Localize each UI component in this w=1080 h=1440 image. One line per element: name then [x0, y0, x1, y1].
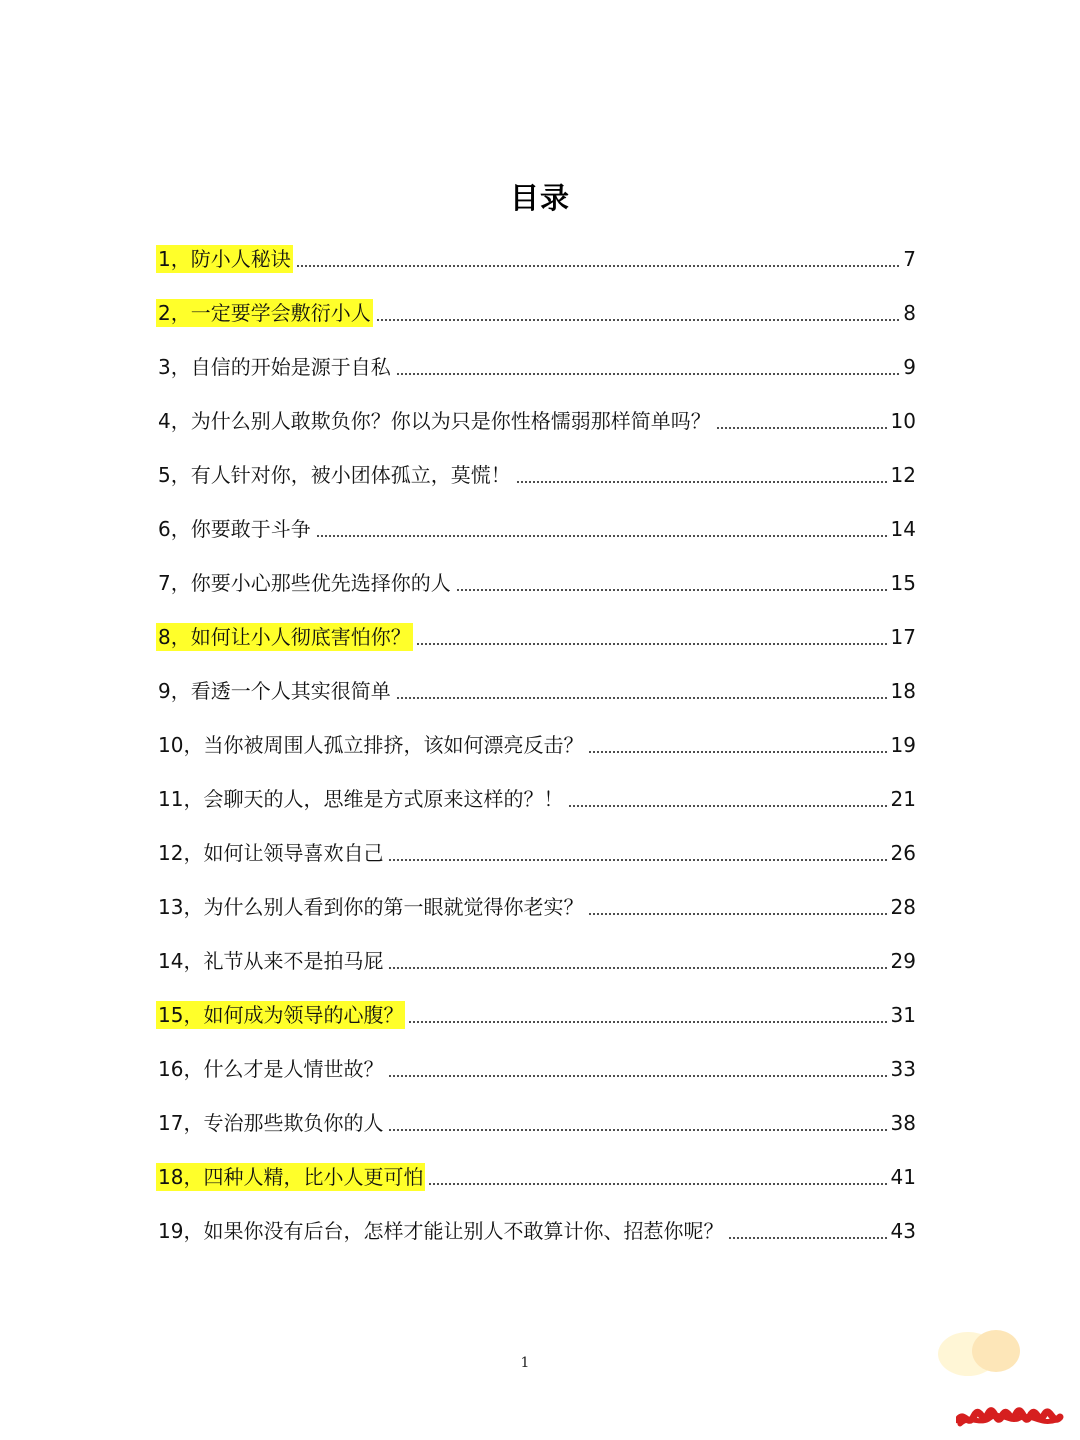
toc-entry-page: 15 — [890, 571, 916, 595]
toc-entry-page: 9 — [903, 355, 916, 379]
toc-entry-page: 17 — [890, 625, 916, 649]
toc-entry-page: 10 — [890, 409, 916, 433]
dot-leader — [416, 643, 888, 645]
toc-entry[interactable] — [156, 718, 916, 772]
toc-entry-title-highlighted: 1，防小人秘诀 — [158, 247, 291, 271]
dot-leader — [388, 1075, 887, 1077]
dot-leader — [588, 913, 887, 915]
toc-entry-title: 19，如果你没有后台，怎样才能让别人不敢算计你、招惹你呢？ — [158, 1219, 724, 1243]
page-title: 目录 — [509, 181, 570, 215]
toc-entry-page: 43 — [890, 1219, 916, 1243]
toc-entry-title: 16，什么才是人情世故？ — [158, 1057, 384, 1081]
dot-leader — [296, 265, 901, 267]
toc-entry-page: 41 — [890, 1165, 916, 1189]
toc-entry[interactable] — [156, 232, 916, 286]
dot-leader — [716, 427, 888, 429]
toc-entry-title: 6，你要敢于斗争 — [158, 517, 311, 541]
toc-entry[interactable] — [156, 1096, 916, 1150]
toc-entry-page: 8 — [903, 301, 916, 325]
toc-entry-page: 38 — [890, 1111, 916, 1135]
toc-entry-title: 5，有人针对你，被小团体孤立，莫慌！ — [158, 463, 511, 487]
toc-entry-title: 10，当你被周围人孤立排挤，该如何漂亮反击？ — [158, 733, 584, 757]
dot-leader — [396, 373, 901, 375]
dot-leader — [516, 481, 888, 483]
dot-leader — [456, 589, 888, 591]
toc-entry-title: 7，你要小心那些优先选择你的人 — [158, 571, 451, 595]
toc-entry[interactable] — [156, 394, 916, 448]
toc-entry-title: 3，自信的开始是源于自私 — [158, 355, 391, 379]
toc-entry-title: 14，礼节从来不是拍马屁 — [158, 949, 384, 973]
toc-entry-page: 19 — [890, 733, 916, 757]
toc-entry-title: 9，看透一个人其实很简单 — [158, 679, 391, 703]
toc-entry-title-highlighted: 15，如何成为领导的心腹？ — [158, 1003, 404, 1027]
toc-entry-title: 11，会聊天的人，思维是方式原来这样的？！ — [158, 787, 564, 811]
dot-leader — [388, 1129, 887, 1131]
dot-leader — [396, 697, 888, 699]
toc-entry-page: 31 — [890, 1003, 916, 1027]
toc-entry[interactable] — [156, 1204, 916, 1258]
toc-entry[interactable] — [156, 664, 916, 718]
toc-entry-page: 7 — [903, 247, 916, 271]
dot-leader — [408, 1021, 887, 1023]
toc-entry-title-highlighted: 8，如何让小人彻底害怕你？ — [158, 625, 411, 649]
toc-entry[interactable] — [156, 1150, 916, 1204]
toc-entry[interactable] — [156, 502, 916, 556]
toc-entry-page: 28 — [890, 895, 916, 919]
toc-entry[interactable] — [156, 448, 916, 502]
toc-entry[interactable] — [156, 340, 916, 394]
toc-entry-page: 12 — [890, 463, 916, 487]
toc-entry-title: 4，为什么别人敢欺负你？你以为只是你性格懦弱那样简单吗？ — [158, 409, 711, 433]
toc-entry[interactable] — [156, 934, 916, 988]
toc-entry[interactable] — [156, 880, 916, 934]
toc-entry-page: 21 — [890, 787, 916, 811]
toc-entry-page: 26 — [890, 841, 916, 865]
redaction-scribble — [956, 1404, 1066, 1430]
toc-entry-page: 33 — [890, 1057, 916, 1081]
dot-leader — [376, 319, 901, 321]
toc-entry-title-highlighted: 2，一定要学会敷衍小人 — [158, 301, 371, 325]
dot-leader — [428, 1183, 887, 1185]
dot-leader — [388, 967, 887, 969]
dot-leader — [388, 859, 887, 861]
toc-entry-page: 14 — [890, 517, 916, 541]
toc-entry[interactable] — [156, 988, 916, 1042]
dot-leader — [316, 535, 888, 537]
toc-entry[interactable] — [156, 1042, 916, 1096]
toc-entry-title-highlighted: 18，四种人精，比小人更可怕 — [158, 1165, 424, 1189]
toc-entry-title: 13，为什么别人看到你的第一眼就觉得你老实？ — [158, 895, 584, 919]
toc-entry-title: 17，专治那些欺负你的人 — [158, 1111, 384, 1135]
dot-leader — [588, 751, 887, 753]
toc-entry-page: 18 — [890, 679, 916, 703]
toc-entry[interactable] — [156, 286, 916, 340]
page-number: 1 — [520, 1355, 530, 1371]
toc-entry-title: 12，如何让领导喜欢自己 — [158, 841, 384, 865]
toc-entry-page: 29 — [890, 949, 916, 973]
dot-leader — [568, 805, 887, 807]
toc-entry[interactable] — [156, 772, 916, 826]
decorative-blob — [972, 1330, 1020, 1372]
toc-entry[interactable] — [156, 610, 916, 664]
table-of-contents — [156, 232, 916, 1258]
dot-leader — [728, 1237, 887, 1239]
toc-entry[interactable] — [156, 826, 916, 880]
toc-entry[interactable] — [156, 556, 916, 610]
